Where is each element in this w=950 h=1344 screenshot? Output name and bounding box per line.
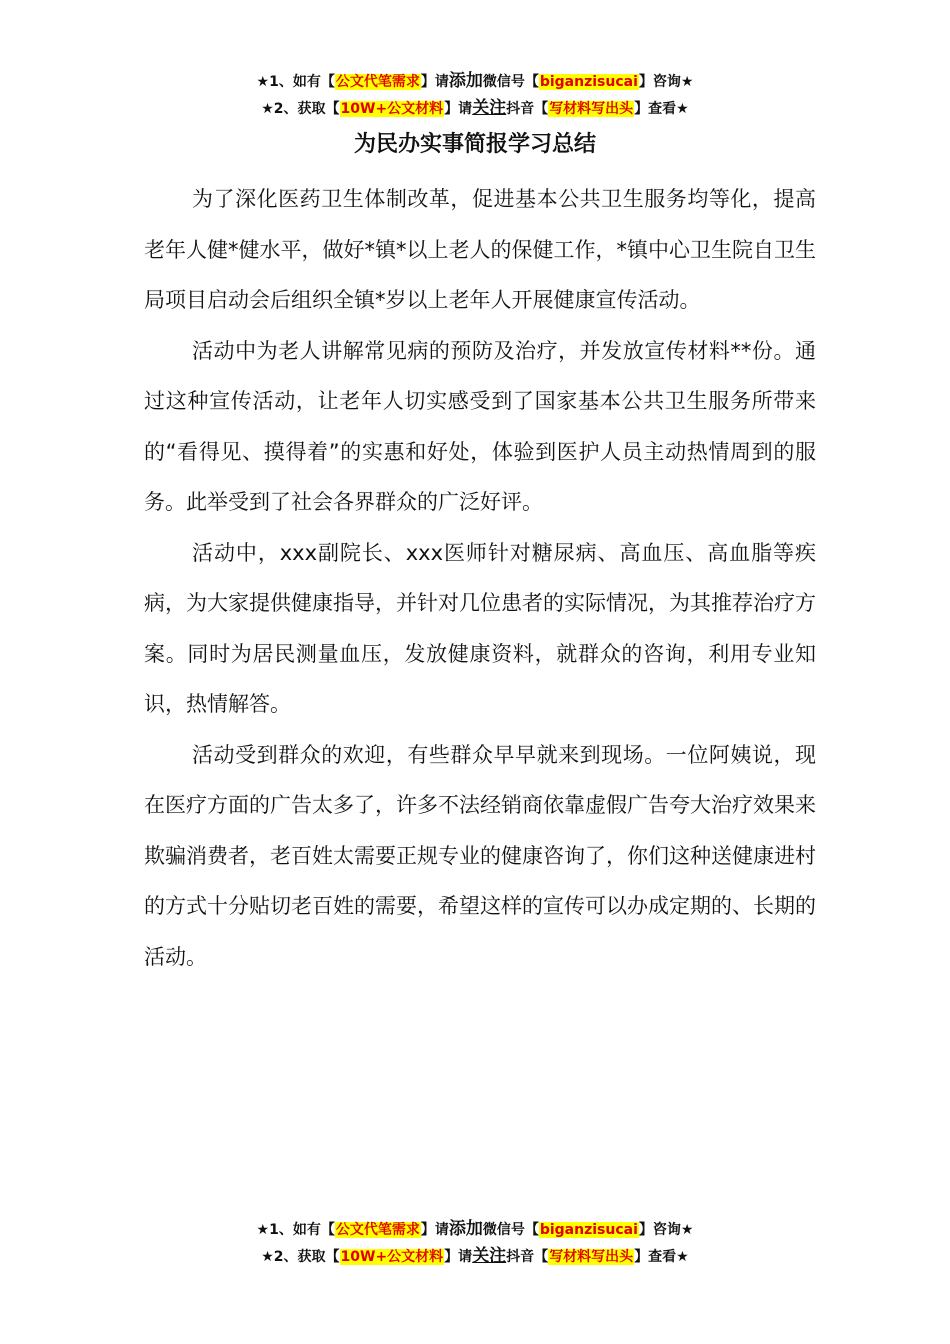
footer-banner (0, 1216, 950, 1270)
highlight-wechat-id: biganzisucai (539, 74, 638, 90)
paragraph-4: 活动受到群众的欢迎，有些群众早早就来到现场。一位阿姨说，现在医疗方面的广告太多了，许多不法经销商依靠虚假广告夸大治疗效果来欺骗消费者，老百姓太需要正规专业的健康咨询了，你们这种送健康进村的方式十分贴切老百姓的需要，希望这样的宣传可以办成定期的、长期的活动。 (144, 742, 816, 969)
highlight-douyin-id: 写材料写出头 (549, 1249, 634, 1265)
highlight-wechat-id: biganzisucai (539, 1222, 638, 1238)
emphasis-add: 添加 (448, 71, 483, 91)
banner-text: 】咨询★ (638, 1222, 694, 1238)
banner-text: 】查看★ (634, 101, 689, 117)
paragraph-1: 为了深化医药卫生体制改革，促进基本公共卫生服务均等化，提高老年人健*健水平，做好*镇*以上老人的保健工作，*镇中心卫生院自卫生局项目启动会后组织全镇*岁以上老年人开展健康宣传活动。 (144, 187, 816, 312)
emphasis-add: 添加 (448, 1219, 483, 1239)
banner-text: ★1、如有【 (256, 74, 335, 90)
highlight-materials: 10W+公文材料 (340, 101, 444, 117)
banner-text: ★2、获取【 (261, 101, 340, 117)
highlight-materials: 10W+公文材料 (340, 1249, 444, 1265)
banner-line-1 (0, 1216, 950, 1243)
header-banner (0, 68, 950, 122)
banner-text: ★2、获取【 (261, 1249, 340, 1265)
banner-text: 】请 (444, 101, 473, 117)
banner-text: 】请 (420, 74, 449, 90)
paragraph-2: 活动中为老人讲解常见病的预防及治疗，并发放宣传材料**份。通过这种宣传活动，让老年人切实感受到了国家基本公共卫生服务所带来的“看得见、摸得着”的实惠和好处，体验到医护人员主动热情周到的服务。此举受到了社会各界群众的广泛好评。 (144, 338, 816, 514)
banner-text: 抖音【 (506, 101, 549, 117)
banner-text: 抖音【 (506, 1249, 549, 1265)
document-body (144, 174, 816, 982)
emphasis-follow: 关注 (472, 1246, 507, 1266)
banner-text: ★1、如有【 (256, 1222, 335, 1238)
banner-text: 微信号【 (482, 1222, 539, 1238)
banner-line-2 (0, 95, 950, 122)
banner-line-1 (0, 68, 950, 95)
highlight-service: 公文代笔需求 (335, 74, 420, 90)
banner-text: 微信号【 (482, 74, 539, 90)
emphasis-follow: 关注 (472, 98, 507, 118)
highlight-douyin-id: 写材料写出头 (549, 101, 634, 117)
highlight-service: 公文代笔需求 (335, 1222, 420, 1238)
banner-text: 】请 (444, 1249, 473, 1265)
document-title: 为民办实事简报学习总结 (353, 132, 596, 157)
banner-text: 】咨询★ (638, 74, 694, 90)
banner-text: 】查看★ (634, 1249, 689, 1265)
paragraph-3: 活动中，xxx副院长、xxx医师针对糖尿病、高血压、高血脂等疾病，为大家提供健康指导，并针对几位患者的实际情况，为其推荐治疗方案。同时为居民测量血压，发放健康资料，就群众的咨询，利用专业知识，热情解答。 (144, 540, 816, 716)
banner-text: 】请 (420, 1222, 449, 1238)
banner-line-2 (0, 1243, 950, 1270)
